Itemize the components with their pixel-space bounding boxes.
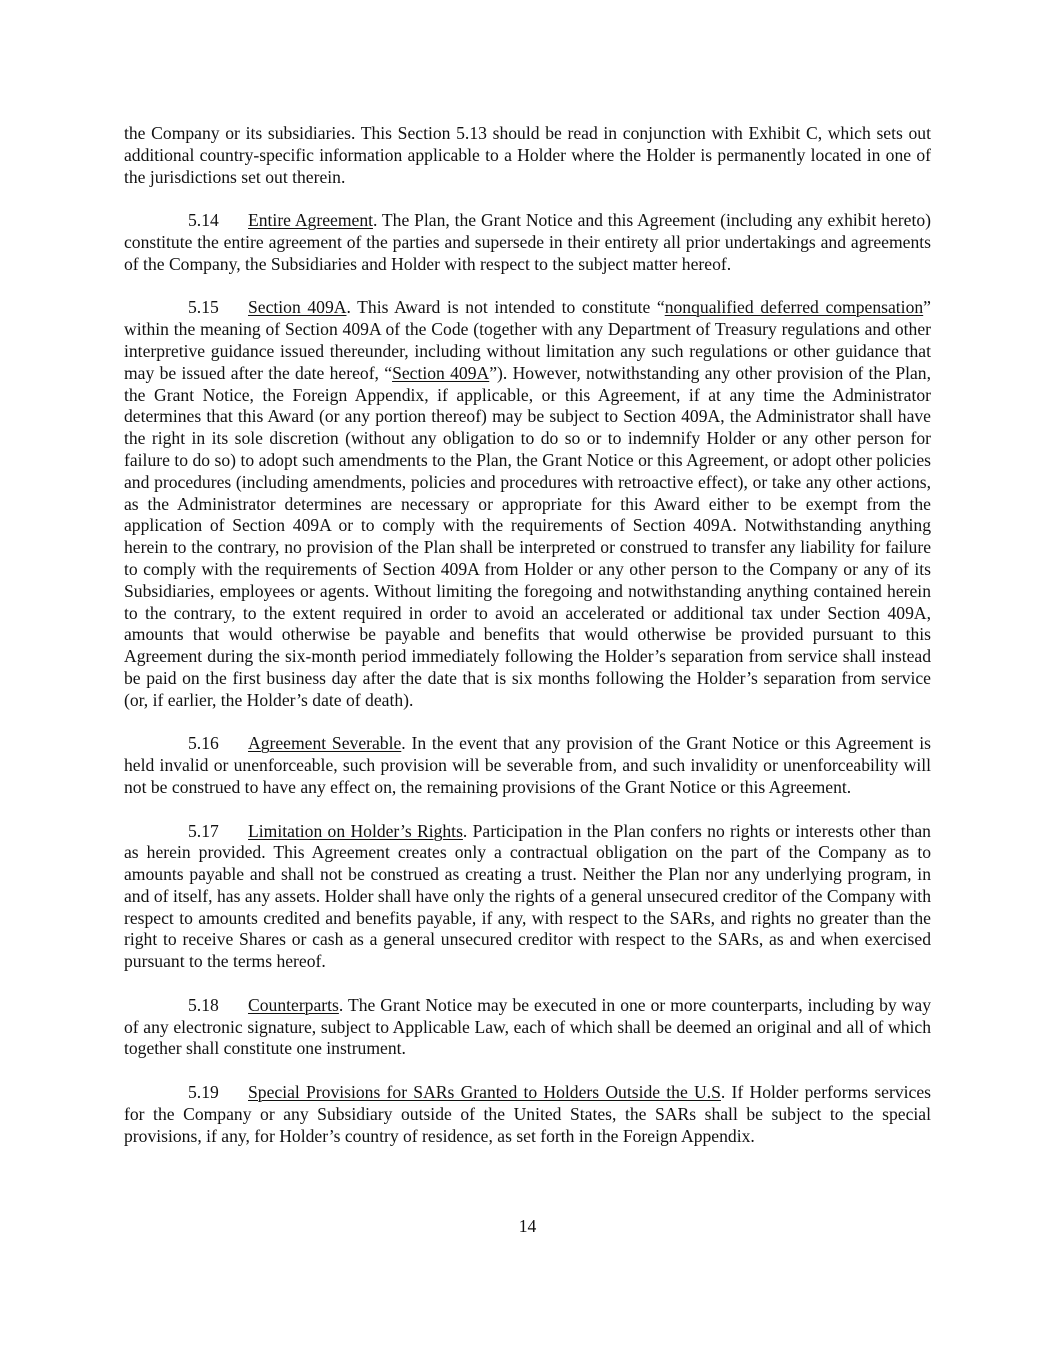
section-body: . If Holder performs services for the Company or any Subsidiary outside of the United States, the SARs shall be subject to the special provisions, if any, for Holder’s country of residence, as set forth in the Foreign Appendix. — [124, 1082, 931, 1146]
section-5-14 — [124, 210, 931, 275]
section-5-18 — [124, 995, 931, 1060]
page-number: 14 — [518, 1216, 537, 1236]
section-heading: Agreement Severable — [248, 733, 402, 754]
section-heading: Limitation on Holder’s Rights — [248, 820, 463, 841]
document-page — [124, 123, 931, 1169]
section-number: 5.17 — [188, 820, 219, 841]
section-body-part-a: . This Award is not intended to constitute “ — [346, 297, 665, 318]
section-body: . The Grant Notice may be executed in one or more counterparts, including by way of any electronic signature, subject to Applicable Law, each of which shall be deemed an original and all of which together shall constitute one instrument. — [124, 994, 931, 1059]
section-body: . In the event that any provision of the Grant Notice or this Agreement is held invalid or unenforceable, such provision will be severable from, and such invalidity or unenforceability will not be construed to have any effect on, the remaining provisions of the Grant Notice or this Agreement. — [124, 733, 931, 797]
intro-paragraph — [124, 123, 931, 188]
section-5-19 — [124, 1082, 931, 1147]
section-body: . The Plan, the Grant Notice and this Agreement (including any exhibit hereto) constitute the entire agreement of the parties and supersede in their entirety all prior undertakings and agreements of the Company, the Subsidiaries and Holder with respect to the subject matter hereof. — [124, 210, 931, 274]
section-number: 5.18 — [188, 994, 219, 1015]
section-body-part-c: ”). However, notwithstanding any other provision of the Plan, the Grant Notice, the Foreign Appendix, if applicable, or this Agreement, if at any time the Administrator determines that this Award (or any portion thereof) may be subject to Section 409A, the Administrator shall have the right in its sole discretion (without any obligation to do so or to indemnify Holder or any other person for failure to do so) to adopt such amendments to the Plan, the Grant Notice or this Agreement, or adopt other policies and procedures (including amendments, policies and procedures with retroactive effect), or take any other actions, as the Administrator determines are necessary or appropriate for this Award either to be exempt from the application of Section 409A or to comply with the requirements of Section 409A. Notwithstanding anything herein to the contrary, no provision of the Plan shall be interpreted or construed to transfer any liability for failure to comply with the requirements of Section 409A from Holder or any other person to the Company or any of its Subsidiaries, employees or agents. Without limiting the foregoing and notwithstanding anything contained herein to the contrary, to the extent required in order to avoid an accelerated or additional tax under Section 409A, amounts that would otherwise be payable and benefits that would otherwise be provided pursuant to this Agreement during the six-month period immediately following the Holder’s separation from service shall instead be paid on the first business day after the date that is six months following the Holder’s separation from service (or, if earlier, the Holder’s date of death). — [124, 362, 932, 710]
section-heading: Counterparts — [248, 994, 339, 1015]
section-heading: Special Provisions for SARs Granted to Holders Outside the U.S — [248, 1082, 721, 1103]
intro-text: the Company or its subsidiaries. This Section 5.13 should be read in conjunction with Exhibit C, which sets out additional country-specific information applicable to a Holder where the Holder is permanently located in one of the jurisdictions set out therein. — [124, 123, 931, 187]
defined-term-nonqualified-deferred-compensation: nonqualified deferred compensation — [664, 297, 924, 318]
section-heading: Section 409A — [248, 297, 347, 318]
defined-term-section-409a: Section 409A — [392, 362, 490, 383]
section-number: 5.15 — [188, 297, 219, 318]
section-body-part-b: ” within the meaning of Section 409A of the Code (together with any Department of Treasury regulations and other interpretive guidance issued thereunder, including without limitation any such regulations or other guidance that may be issued after the date hereof, “ — [124, 297, 931, 383]
section-5-17 — [124, 821, 931, 974]
section-number: 5.19 — [188, 1082, 219, 1103]
section-number: 5.16 — [188, 733, 219, 754]
section-5-16 — [124, 733, 931, 798]
section-heading: Entire Agreement — [248, 210, 374, 231]
section-5-15 — [124, 297, 931, 711]
section-body: . Participation in the Plan confers no rights or interests other than as herein provided. This Agreement creates only a contractual obligation on the part of the Company as to amounts payable and shall not be construed as creating a trust. Neither the Plan nor any underlying program, in and of itself, has any assets. Holder shall have only the rights of a general unsecured creditor of the Company with respect to amounts credited and benefits payable, if any, with respect to the SARs, and rights no greater than the right to receive Shares or cash as a general unsecured creditor with respect to the SARs, as and when exercised pursuant to the terms hereof. — [124, 820, 931, 972]
section-number: 5.14 — [188, 210, 219, 231]
